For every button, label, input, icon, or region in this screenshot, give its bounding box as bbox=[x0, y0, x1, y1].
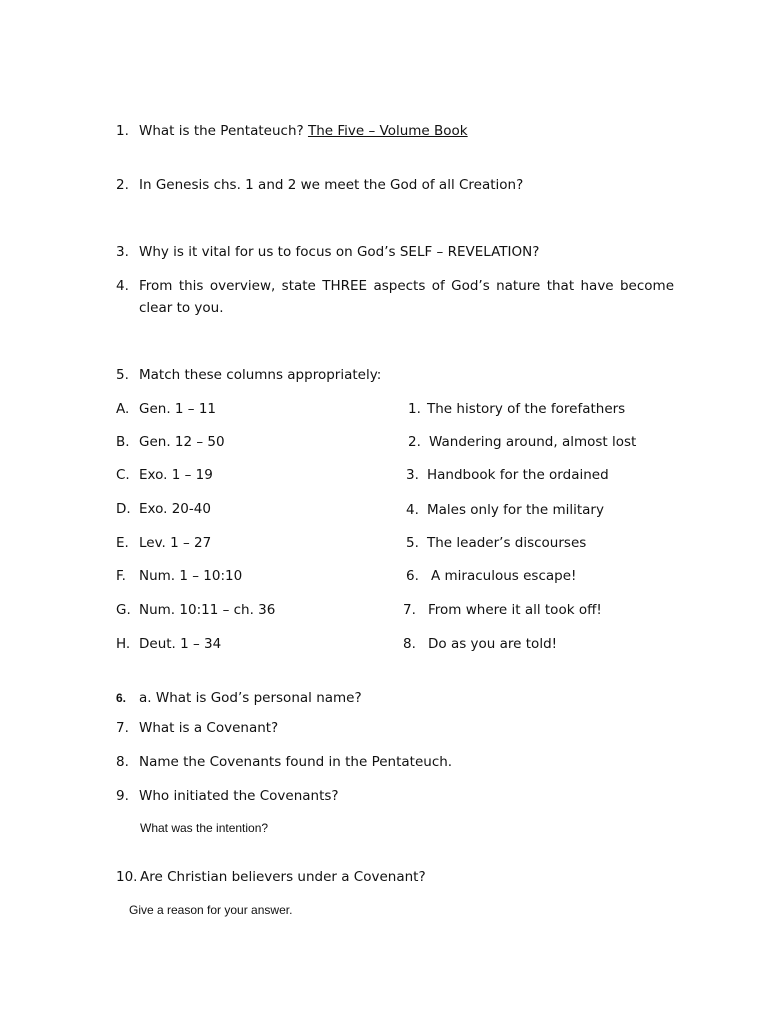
match-left-letter: F. bbox=[116, 568, 126, 584]
match-left-letter: A. bbox=[116, 401, 130, 417]
match-right-text: Handbook for the ordained bbox=[427, 467, 609, 483]
q2-text: In Genesis chs. 1 and 2 we meet the God of all Creation? bbox=[139, 177, 524, 193]
match-left-letter: B. bbox=[116, 434, 130, 450]
match-right-number: 5. bbox=[406, 535, 419, 551]
q1-text bbox=[139, 122, 468, 140]
match-right-number: 2. bbox=[408, 434, 421, 450]
q1-answer: The Five – Volume Book bbox=[307, 123, 468, 139]
match-left-letter: G. bbox=[116, 602, 131, 618]
match-right-number: 3. bbox=[406, 467, 419, 483]
match-right-number: 4. bbox=[406, 502, 419, 518]
q5-number: 5. bbox=[116, 367, 129, 383]
match-right-text: Wandering around, almost lost bbox=[429, 434, 637, 450]
q3-number: 3. bbox=[116, 244, 129, 260]
q4-number: 4. bbox=[116, 278, 129, 294]
q1-number: 1. bbox=[116, 123, 129, 139]
match-left-text: Exo. 1 – 19 bbox=[139, 467, 213, 483]
match-right-text: Males only for the military bbox=[427, 502, 604, 518]
match-left-letter: D. bbox=[116, 501, 131, 517]
match-left-letter: E. bbox=[116, 535, 129, 551]
q6-text: a. What is God’s personal name? bbox=[139, 690, 362, 706]
q7-text: What is a Covenant? bbox=[139, 720, 279, 736]
q7-number: 7. bbox=[116, 720, 129, 736]
q6-number: 6. bbox=[116, 691, 127, 705]
match-right-number: 6. bbox=[406, 568, 419, 584]
q8-number: 8. bbox=[116, 754, 129, 770]
q9-subquestion: What was the intention? bbox=[140, 821, 269, 835]
q5-text: Match these columns appropriately: bbox=[139, 367, 382, 383]
match-left-text: Gen. 12 – 50 bbox=[139, 434, 225, 450]
match-right-text: From where it all took off! bbox=[428, 602, 602, 618]
match-right-text: The leader’s discourses bbox=[427, 535, 587, 551]
q9-text: Who initiated the Covenants? bbox=[139, 788, 339, 804]
q9-number: 9. bbox=[116, 788, 129, 804]
match-right-number: 7. bbox=[403, 602, 416, 618]
match-right-text: Do as you are told! bbox=[428, 636, 558, 652]
match-left-text: Deut. 1 – 34 bbox=[139, 636, 222, 652]
q10-text: Are Christian believers under a Covenant? bbox=[140, 869, 426, 885]
q10-number: 10. bbox=[116, 869, 138, 885]
match-left-letter: C. bbox=[116, 467, 130, 483]
q10-subquestion: Give a reason for your answer. bbox=[129, 903, 293, 917]
q3-text: Why is it vital for us to focus on God’s SELF – REVELATION? bbox=[139, 244, 540, 260]
q1-question: What is the Pentateuch? bbox=[139, 123, 304, 139]
q4-text: From this overview, state THREE aspects of God’s nature that have become clear to you. bbox=[139, 278, 674, 316]
match-right-number: 8. bbox=[403, 636, 416, 652]
match-left-text: Num. 1 – 10:10 bbox=[139, 568, 243, 584]
match-left-text: Lev. 1 – 27 bbox=[139, 535, 212, 551]
match-right-number: 1. bbox=[408, 401, 421, 417]
q8-text: Name the Covenants found in the Pentateuch. bbox=[139, 754, 453, 770]
match-left-text: Num. 10:11 – ch. 36 bbox=[139, 602, 276, 618]
match-right-text: The history of the forefathers bbox=[427, 401, 626, 417]
match-right-text: A miraculous escape! bbox=[431, 568, 577, 584]
q2-number: 2. bbox=[116, 177, 129, 193]
match-left-text: Exo. 20-40 bbox=[139, 501, 211, 517]
match-left-letter: H. bbox=[116, 636, 131, 652]
match-left-text: Gen. 1 – 11 bbox=[139, 401, 217, 417]
